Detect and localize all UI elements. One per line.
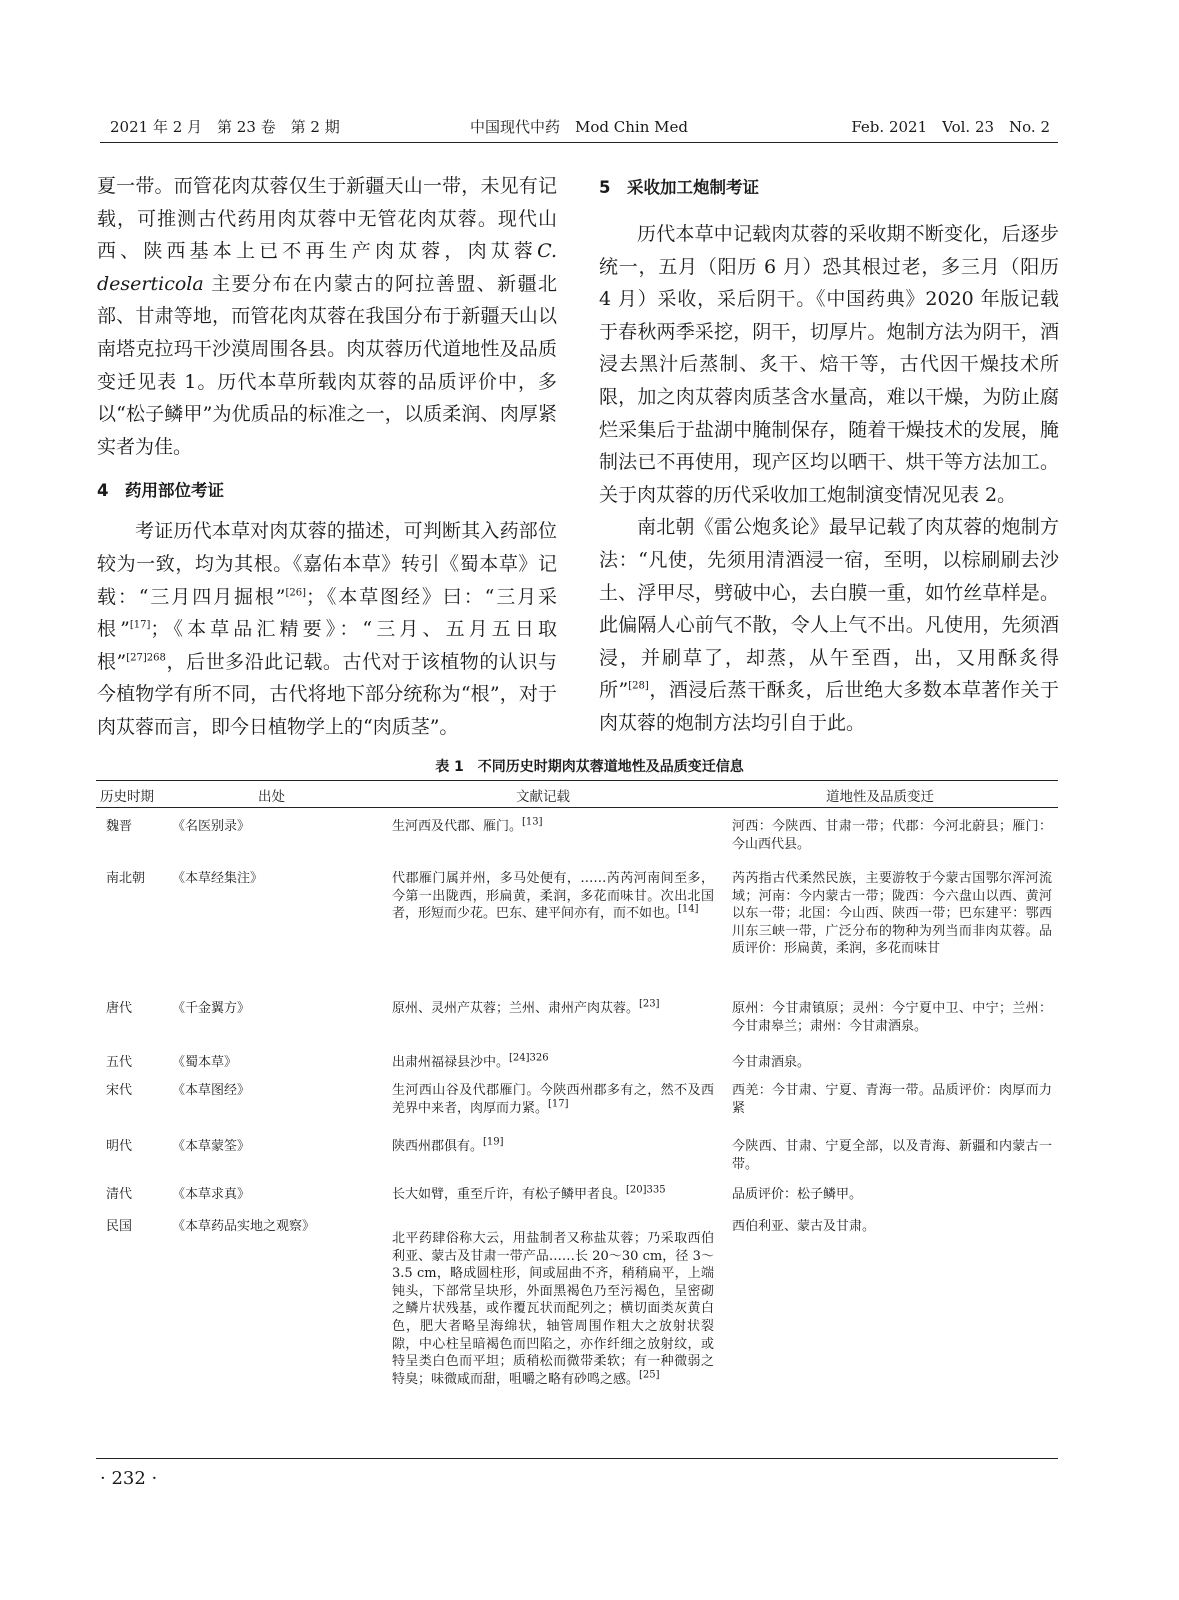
species-name: C. deserticola — [97, 240, 557, 295]
table-row: 五代 《蜀本草》 出肃州福禄县沙中。$^{[24]326}$ 今甘肃酒泉。 — [106, 1052, 811, 1070]
table-1 — [96, 780, 1058, 1458]
table-header-record: 文献记载 — [516, 789, 570, 805]
table-row: 唐代 《千金翼方》 原州、灵州产苁蓉；兰州、肃州产肉苁蓉。[23] 原州：今甘肃镇原；灵州：今宁夏中卫、中宁；兰州：今甘肃皋兰；肃州：今甘肃酒泉。 — [106, 998, 1052, 1034]
table-row: 明代 《本草蒙筌》 陕西州郡俱有。[19] 今陕西、甘肃、宁夏全部，以及青海、新疆和内蒙古一带。 — [106, 1136, 1052, 1172]
table-row: 南北朝 《本草经集注》 代郡雁门属并州，多马处便有，……芮芮河南间至多，今第一出陇西，形扁黄，柔润，多花而味甘。次出北国者，形短而少花。巴东、建平间亦有，而不如也。[14] 芮芮指古代柔然民族，主要游牧于今蒙古国鄂尔浑河流域；河南：今内蒙古一带；陇西：今六盘山以西、黄河以东一带；北国：今山西、陕西一带；巴东建平：鄂西川东三峡一带，广泛分布的物种为列当而非肉苁蓉。品质评价：形扁黄，柔润，多花而味甘 — [106, 871, 1052, 957]
paragraph-processing: 南北朝《雷公炮炙论》最早记载了肉苁蓉的炮制方法：“凡使，先须用清酒浸一宿，至明，以棕刷刷去沙土、浮甲尽，劈破中心，去白膜一重，如竹丝草样是。此偏隔人心前气不散，令人上气不出。凡使用，先须酒浸，并刷草了，却蒸，从午至酉，出，又用酥炙得所”[28]，酒浸后蒸干酥炙，后世绝大多数本草著作关于肉苁蓉的炮制方法均引自于此。 — [599, 516, 1059, 734]
paragraph-origin-distribution: 夏一带。而管花肉苁蓉仅生于新疆天山一带，未见有记载，可推测古代药用肉苁蓉中无管花肉苁蓉。现代山西、陕西基本上已不再生产肉苁蓉，肉苁蓉C. deserticola 主要分布在内蒙古的阿拉善盟、新疆北部、甘肃等地，而管花肉苁蓉在我国分布于新疆天山以南塔克拉玛干沙漠周围各县。肉苁蓉历代道地性及品质变迁见表 1。历代本草所载肉苁蓉的品质评价中，多以“松子鳞甲”为优质品的标准之一，以质柔润、肉厚紧实者为佳。 — [97, 175, 557, 458]
table-row: 魏晋 《名医别录》 生河西及代郡、雁门。[13] 河西：今陕西、甘肃一带；代郡：今河北蔚县；雁门：今山西代县。 — [106, 816, 1052, 852]
header-issue-info-en: Feb. 2021 Vol. 23 No. 2 — [851, 118, 1050, 136]
citation: [28] — [628, 680, 649, 692]
table-row: 民国 《本草药品实地之观察》 北平药肆俗称大云，用盐制者又称盐苁蓉；乃采取西伯利亚、蒙古及甘肃一带产品……长 20～30 cm，径 3～3.5 cm，略成圆柱形，间或屈曲不齐，稍稍扁平，上端钝头，下部常呈块形，外面黑褐色乃至污褐色，呈密砌之鳞片状残基，或作覆瓦状而配列之；横切面类灰黄白色，肥大者略呈海绵状，轴管周围作粗大之放射状裂隙，中心柱呈暗褐色而凹陷之，亦作纤细之放射纹，或特呈类白色而平坦；质稍松而微带柔软；有一种微弱之特臭；味微咸而甜，咀嚼之略有砂鸣之感。[25] 西伯利亚、蒙古及甘肃。 — [106, 1219, 876, 1387]
citation: [17] — [129, 619, 151, 631]
table-caption: 表 1 不同历史时期肉苁蓉道地性及品质变迁信息 — [435, 759, 744, 775]
citation: [27]268 — [126, 652, 166, 664]
table-header-change: 道地性及品质变迁 — [826, 789, 934, 805]
table-header-source: 出处 — [258, 789, 285, 805]
table-bottom-rule — [96, 1458, 1058, 1459]
running-header — [100, 116, 1058, 143]
citation: [26] — [285, 587, 307, 599]
section-heading-5: 5 采收加工炮制考证 — [599, 178, 759, 197]
table-row: 清代 《本草求真》 长大如臂，重至斤许，有松子鳞甲者良。$^{[20]335}$ 品质评价：松子鳞甲。 — [106, 1184, 863, 1202]
table-row: 宋代 《本草图经》 生河西山谷及代郡雁门。今陕西州郡多有之，然不及西羌界中来者，肉厚而力紧。[17] 西羌：今甘肃、宁夏、青海一带。品质评价：肉厚而力紧 — [106, 1083, 1052, 1116]
header-issue-info: 2021 年 2 月 第 23 卷 第 2 期 — [110, 118, 340, 136]
table-header-period: 历史时期 — [100, 789, 154, 805]
header-journal-name: 中国现代中药 Mod Chin Med — [470, 118, 688, 136]
section-heading-4: 4 药用部位考证 — [97, 481, 224, 501]
paragraph-harvest: 历代本草中记载肉苁蓉的采收期不断变化，后逐步统一，五月（阳历 6 月）恐其根过老，多三月（阳历 4 月）采收，采后阴干。《中国药典》2020 年版记载于春秋两季采挖，阴干，切厚片。炮制方法为阴干，酒浸去黑汁后蒸制、炙干、焙干等，古代因干燥技术所限，加之肉苁蓉肉质茎含水量高，难以干燥，为防止腐烂采集后于盐湖中腌制保存，随着干燥技术的发展，腌制法已不再使用，现产区均以晒干、烘干等方法加工。关于肉苁蓉的历代采收加工炮制演变情况见表 2。 — [599, 223, 1059, 506]
paragraph-medicinal-part: 考证历代本草对肉苁蓉的描述，可判断其入药部位较为一致，均为其根。《嘉佑本草》转引《蜀本草》记载：“三月四月掘根”[26]；《本草图经》曰：“三月采根”[17]；《本草品汇精要》：“三月、五月五日取根”$^{[27]268}$，后世多沿此记载。古代对于该植物的认识与今植物学有所不同，古代将地下部分统称为“根”，对于肉苁蓉而言，即今日植物学上的“肉质茎”。 — [97, 520, 557, 738]
left-column — [97, 170, 557, 744]
table-header-row — [96, 780, 1058, 808]
page-number: · 232 · — [100, 1468, 158, 1489]
right-column — [599, 170, 1059, 740]
